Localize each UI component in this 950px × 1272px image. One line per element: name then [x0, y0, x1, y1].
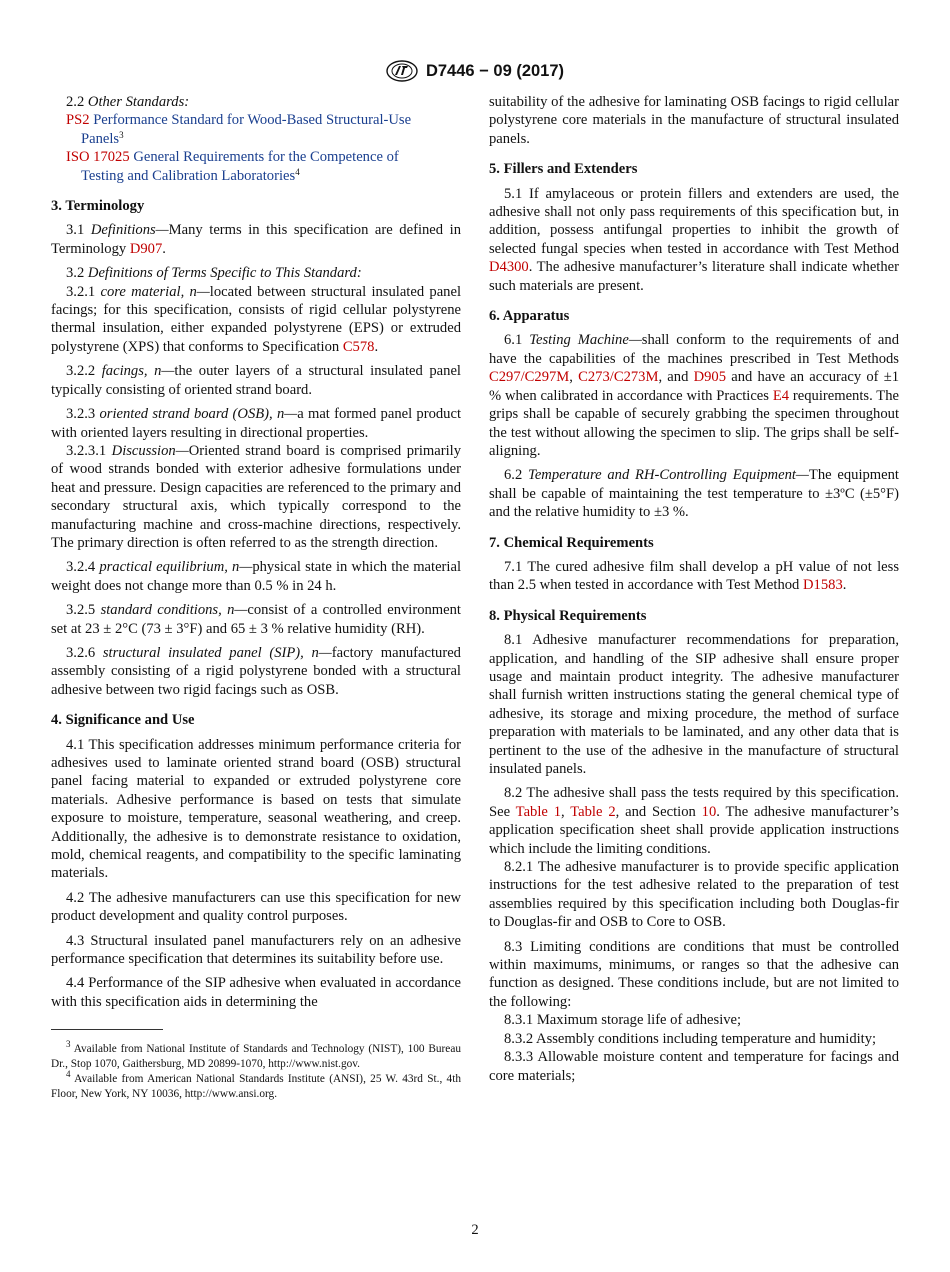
para-3-2-3: 3.2.3 oriented strand board (OSB), n—a mat formed panel product with oriented layers resulting in directional properties.	[51, 406, 461, 441]
section-5-heading: 5. Fillers and Extenders	[489, 161, 638, 178]
e4-link[interactable]: E4	[772, 387, 790, 404]
footnote-divider	[51, 1029, 163, 1030]
para-3-2-1: 3.2.1 core material, n—located between structural insulated panel facings; for this specification, consists of rigid cellular polystyrene thermal insulation, either expanded polystyrene (EPS) or extruded polystyrene (XPS) that conforms to Specification C578.	[51, 283, 462, 355]
astm-logo-icon	[386, 60, 418, 82]
para-8-3: 8.3 Limiting conditions are conditions that must be controlled within maximums, minimums, or ranges so that the adhesive can function as designed. These conditions include, but are not limited to the following:	[489, 938, 899, 1010]
c578-link[interactable]: C578	[342, 338, 375, 355]
para-8-3-3: 8.3.3 Allowable moisture content and temperature for facings and core materials;	[489, 1049, 899, 1084]
para-4-1: 4.1 This specification addresses minimum performance criteria for adhesives used to laminate oriented strand board (OSB) structural panel facing material to expanded or extruded polystyrene core materials. Adhesive performance is based on tests that simulate exposure to moisture, temperature, seasonal weathering, and creep. Additionally, the adhesive is to demonstrate resistance to oxidation, mold, chemical reagents, and compatibility to the specific laminating materials.	[51, 736, 461, 882]
para-3-2: 3.2 Definitions of Terms Specific to This Standard:	[66, 265, 362, 282]
para-8-3-1: 8.3.1 Maximum storage life of adhesive;	[504, 1012, 742, 1029]
section-6-heading: 6. Apparatus	[489, 308, 570, 325]
page-header	[0, 58, 950, 84]
para-4-3: 4.3 Structural insulated panel manufacturers rely on an adhesive performance specification that determines its suitability before use.	[51, 932, 461, 968]
para-3-1: 3.1 Definitions—Many terms in this specification are defined in Terminology D907.	[51, 222, 461, 257]
iso17025-link[interactable]: ISO 17025	[66, 149, 130, 166]
table-2-link[interactable]: Table 2	[570, 803, 616, 820]
footnote-3: $^3$ Available from National Institute of Standards and Technology (NIST), 100 Bureau Dr., Stop 1070, Gaithersburg, MD 20899-1070, http://www.nist.gov.	[51, 1039, 461, 1071]
para-6-1: 6.1 Testing Machine—shall conform to the requirements of and have the capabilities of the machines prescribed in Test Methods C297/C297M, C273/C273M, and D905 and have an accuracy of ±1 % when calibrated in accordance with Practices E4 requirements. The grips shall be capable of securely grabbing the specimen throughout the test without allowing the specimen to slip. The grips shall be self-aligning.	[489, 332, 900, 459]
document-id: D7446 − 09 (2017)	[425, 61, 565, 80]
para-3-2-6: 3.2.6 structural insulated panel (SIP), n—factory manufactured assembly consisting of a rigid polystyrene bonded with a structural adhesive between two rigid facings such as OSB.	[51, 644, 461, 698]
left-column: 2.2 Other Standards: PS2 Performance Standard for Wood-Based Structural-Use Panels$^3$ ISO 17025 General Requirements for the Competence of Testing and Calibration Laboratories$^4$ 3. Terminology 3.1 Definitions—Many terms in this specification are defined in Terminology D907. 3.2 Definitions of Terms Specific to This Standard: 3.2.1 core material, n—located between structural insulated panel facings; for this specification, consists of rigid cellular polystyrene thermal insulation, either expanded polystyrene (EPS) or extruded polystyrene (XPS) that conforms to Specification C578. 3.2.2 facings, n—the outer layers of a structural insulated panel typically consisting of oriented strand board. 3.2.3 oriented strand board (OSB), n—a mat formed panel product with oriented layers resulting in directional properties. 3.2.3.1 Discussion—Oriented strand board is comprised primarily of wood strands bonded with exterior adhesive formulations under heat and pressure. Design capacities are referenced to the primary and secondary structural axis, which typically correspond to the manufacturing machine and cross-machine directions, respectively. The primary direction is often referred to as the strength direction. 3.2.4 practical equilibrium, n—physical state in which the material weight does not change more than 0.5 % in 24 h. 3.2.5 standard conditions, n—consist of a controlled environment set at 23 ± 2°C (73 ± 3°F) and 65 ± 3 % relative humidity (RH). 3.2.6 structural insulated panel (SIP), n—factory manufactured assembly consisting of a rigid polystyrene bonded with a structural adhesive between two rigid facings such as OSB. 4. Significance and Use 4.1 This specification addresses minimum performance criteria for adhesives used to laminate oriented strand board (OSB) structural panel facing material to expanded or extruded polystyrene core materials. Adhesive performance is based on tests that simulate exposure to moisture, temperature, seasonal weathering, and creep. Additionally, the adhesive is to demonstrate resistance to oxidation, mold, chemical reagents, and compatibility to the specific laminating materials. 4.2 The adhesive manufacturers can use this specification for new product development and quality control purposes. 4.3 Structural insulated panel manufacturers rely on an adhesive performance specification that determines its suitability before use. 4.4 Performance of the SIP adhesive when evaluated in accordance with this specification aids in determining the $^3$ Available from National Institute of Standards and Technology (NIST), 100 Bureau Dr., Stop 1070, Gaithersburg, MD 20899-1070, http://www.nist.gov. $^4$ Available from American National Standards Institute (ANSI), 25 W. 43rd St., 4th Floor, New York, NY 10036, http://www.ansi.org.	[51, 94, 462, 1101]
reference-ps2: PS2 Performance Standard for Wood-Based Structural-Use	[66, 112, 412, 129]
para-6-2: 6.2 Temperature and RH-Controlling Equipment—The equipment shall be capable of maintaining the test temperature to ±3ºC (±5°F) and the relative humidity to ±3 %.	[489, 467, 899, 521]
para-8-1: 8.1 Adhesive manufacturer recommendations for preparation, application, and handling of the SIP adhesive shall ensure proper usage and maintain product integrity. The adhesive manufacturer shall furnish written instructions stating the general chemical type of adhesive, its storage and mixing procedure, the method of surface preparation with materials to be laminated, and any other data that is pertinent to the use of the adhesive in the manufacture of structural insulated panels.	[489, 632, 899, 777]
para-3-2-3-1: 3.2.3.1 Discussion—Oriented strand board is comprised primarily of wood strands bonded with exterior adhesive formulations under heat and pressure. Design capacities are referenced to the primary and secondary structural axis, which typically correspond to the manufacturing machine and cross-machine directions, respectively. The primary direction is often referred to as the strength direction.	[51, 442, 461, 551]
para-3-2-2: 3.2.2 facings, n—the outer layers of a structural insulated panel typically consisting of oriented strand board.	[51, 363, 461, 398]
d1583-link[interactable]: D1583	[803, 577, 843, 594]
right-column	[489, 93, 899, 1085]
table-1-link[interactable]: Table 1	[515, 803, 562, 820]
section-2-2: 2.2 Other Standards:	[66, 94, 190, 110]
para-8-2-1: 8.2.1 The adhesive manufacturer is to provide specific application instructions for the test adhesive related to the preparation of test assemblies required by this specification including both Douglas-fir to Douglas-fir and OSB to Core to OSB.	[489, 859, 899, 931]
section-10-link[interactable]: 10	[701, 803, 717, 820]
c297-link[interactable]: C297/C297M	[489, 369, 570, 386]
para-4-4: 4.4 Performance of the SIP adhesive when evaluated in accordance with this specification aids in determining the	[51, 975, 461, 1010]
section-7-heading: 7. Chemical Requirements	[489, 534, 654, 551]
para-4-2: 4.2 The adhesive manufacturers can use this specification for new product development and quality control purposes.	[51, 889, 461, 925]
page-number: 2	[471, 1222, 479, 1238]
d4300-link[interactable]: D4300	[489, 259, 529, 276]
reference-iso17025: ISO 17025 General Requirements for the Competence of	[66, 149, 399, 166]
footnote-4: $^4$ Available from American National Standards Institute (ANSI), 25 W. 43rd St., 4th Floor, New York, NY 10036, http://www.ansi.org.	[51, 1069, 461, 1101]
c273-link[interactable]: C273/C273M	[578, 369, 659, 386]
para-8-2: 8.2 The adhesive shall pass the tests required by this specification. See Table 1, Table 2, and Section 10. The adhesive manufacturer’s application specification sheet shall provide application instructions which include the limiting conditions.	[489, 785, 899, 857]
para-4-4-continued: suitability of the adhesive for laminating OSB facings to rigid cellular polystyrene core materials in the manufacture of structural insulated panels.	[489, 94, 899, 147]
d907-link[interactable]: D907	[129, 240, 163, 257]
ps2-link[interactable]: PS2	[66, 112, 90, 129]
para-7-1: 7.1 The cured adhesive film shall develop a pH value of not less than 2.5 when tested in accordance with Test Method D1583.	[489, 558, 899, 594]
para-3-2-5: 3.2.5 standard conditions, n—consist of a controlled environment set at 23 ± 2°C (73 ± 3°F) and 65 ± 3 % relative humidity (RH).	[51, 602, 461, 637]
section-4-heading: 4. Significance and Use	[51, 712, 195, 729]
d905-link[interactable]: D905	[693, 369, 727, 386]
section-8-heading: 8. Physical Requirements	[489, 607, 647, 624]
section-3-heading: 3. Terminology	[51, 198, 145, 215]
para-5-1: 5.1 If amylaceous or protein fillers and extenders are used, the adhesive shall not only pass requirements of this specification but, in addition, possess antifungal properties to inhibit the growth of selected fungal species when tested in accordance with Test Method D4300. The adhesive manufacturer’s literature shall indicate whether such materials are present.	[489, 185, 899, 294]
para-3-2-4: 3.2.4 practical equilibrium, n—physical state in which the material weight does not change more than 0.5 % in 24 h.	[51, 559, 461, 594]
para-8-3-2: 8.3.2 Assembly conditions including temperature and humidity;	[504, 1030, 877, 1047]
